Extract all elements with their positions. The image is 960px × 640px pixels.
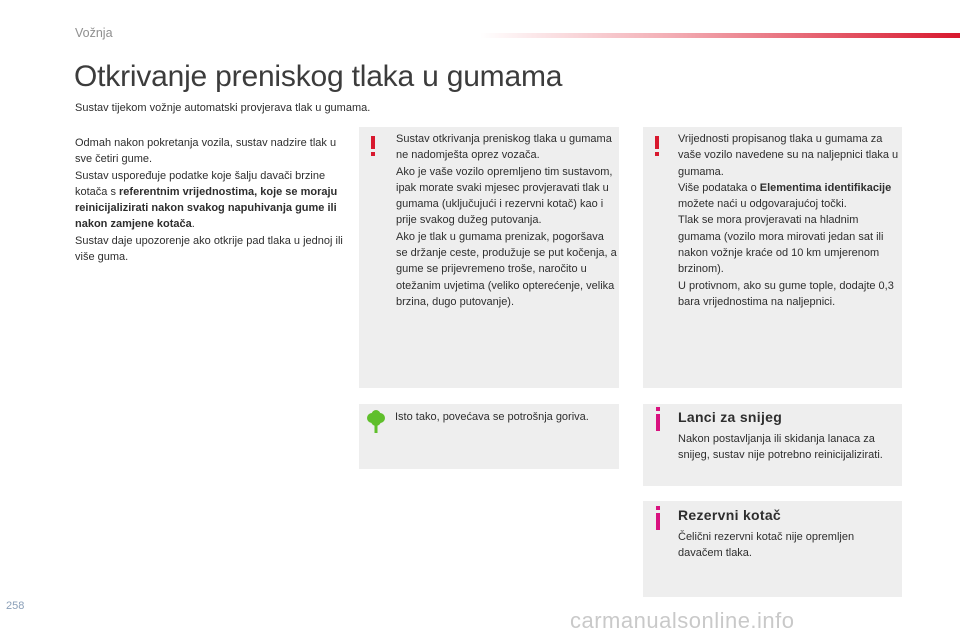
left-p2-bold: referentnim vrijednostima, koje se moraju reinicijalizirati nakon svakog napuhivanja gume ili nakon zamjene kotača: [75, 185, 338, 231]
warning-2-paragraph-4: U protivnom, ako su gume tople, dodajte 0,3 bara vrijednostima na naljepnici.: [678, 279, 894, 308]
left-paragraph-1: Odmah nakon pokretanja vozila, sustav nadzire tlak u sve četiri gume.: [75, 137, 337, 166]
warning-2-paragraph-3: Tlak se mora provjeravati na hladnim gumama (vozilo mora mirovati jedan sat ili nakon vožnje kraće od 10 km umjerenom brzinom).: [678, 214, 884, 276]
warning-box-1-text: [396, 131, 618, 310]
watermark: carmanualsonline.info: [570, 608, 795, 633]
warning-2-paragraph-2: [678, 180, 900, 213]
page-title: Otkrivanje preniskog tlaka u gumama: [74, 60, 563, 93]
header-accent-line: [480, 33, 960, 38]
warning-box-2-text: [678, 131, 900, 310]
page-number: 258: [6, 600, 25, 612]
chains-heading: Lanci za snijeg: [678, 409, 783, 425]
exclamation-icon: [653, 136, 661, 156]
warning-1-paragraph-2: Ako je vaše vozilo opremljeno tim sustavom, ipak morate svaki mjesec provjeravati tlak u gumama (uključujući i rezervni kotač) kao i prije svakog dužeg putovanja.: [396, 165, 613, 227]
chains-text: Nakon postavljanja ili skidanja lanaca za snijeg, sustav nije potrebno reinicijalizirati.: [678, 433, 883, 462]
intro-text: Sustav tijekom vožnje automatski provjerava tlak u gumama.: [75, 102, 371, 114]
warning-1-paragraph-1: Sustav otkrivanja preniskog tlaka u gumama ne nadomješta oprez vozača.: [396, 133, 612, 162]
left-paragraph-3: Sustav daje upozorenje ako otkrije pad tlaka u jednoj ili više guma.: [75, 234, 343, 264]
eco-box-text: Isto tako, povećava se potrošnja goriva.: [395, 411, 589, 423]
left-p2-end: .: [191, 218, 195, 231]
info-icon: [653, 407, 663, 431]
tree-icon: [366, 410, 386, 434]
section-label: Vožnja: [75, 26, 113, 40]
spare-heading: Rezervni kotač: [678, 507, 782, 523]
left-column-text: [75, 135, 345, 265]
spare-text: Čelični rezervni kotač nije opremljen davačem tlaka.: [678, 531, 855, 560]
info-icon: [653, 506, 663, 530]
warning-2-p2-bold: Elementima identifikacije: [759, 181, 892, 194]
left-paragraph-2: [75, 168, 345, 233]
warning-1-paragraph-3: Ako je tlak u gumama prenizak, pogoršava se držanje ceste, produžuje se put kočenja, a gume se prijevremeno troše, naročito u otežanim uvjetima (veliko opterećenje, velika brzina, dugo putovanje).: [396, 230, 617, 308]
warning-2-p2-end: možete naći u odgovarajućoj točki.: [678, 198, 847, 211]
left-p2-text: Sustav uspoređuje podatke koje šalju davači brzine kotača s: [75, 169, 326, 198]
warning-2-p2-text: Više podataka o: [678, 181, 760, 194]
exclamation-icon: [369, 136, 377, 156]
warning-2-paragraph-1: Vrijednosti propisanog tlaka u gumama za vaše vozilo navedene su na naljepnici tlaka u gumama.: [678, 133, 899, 178]
